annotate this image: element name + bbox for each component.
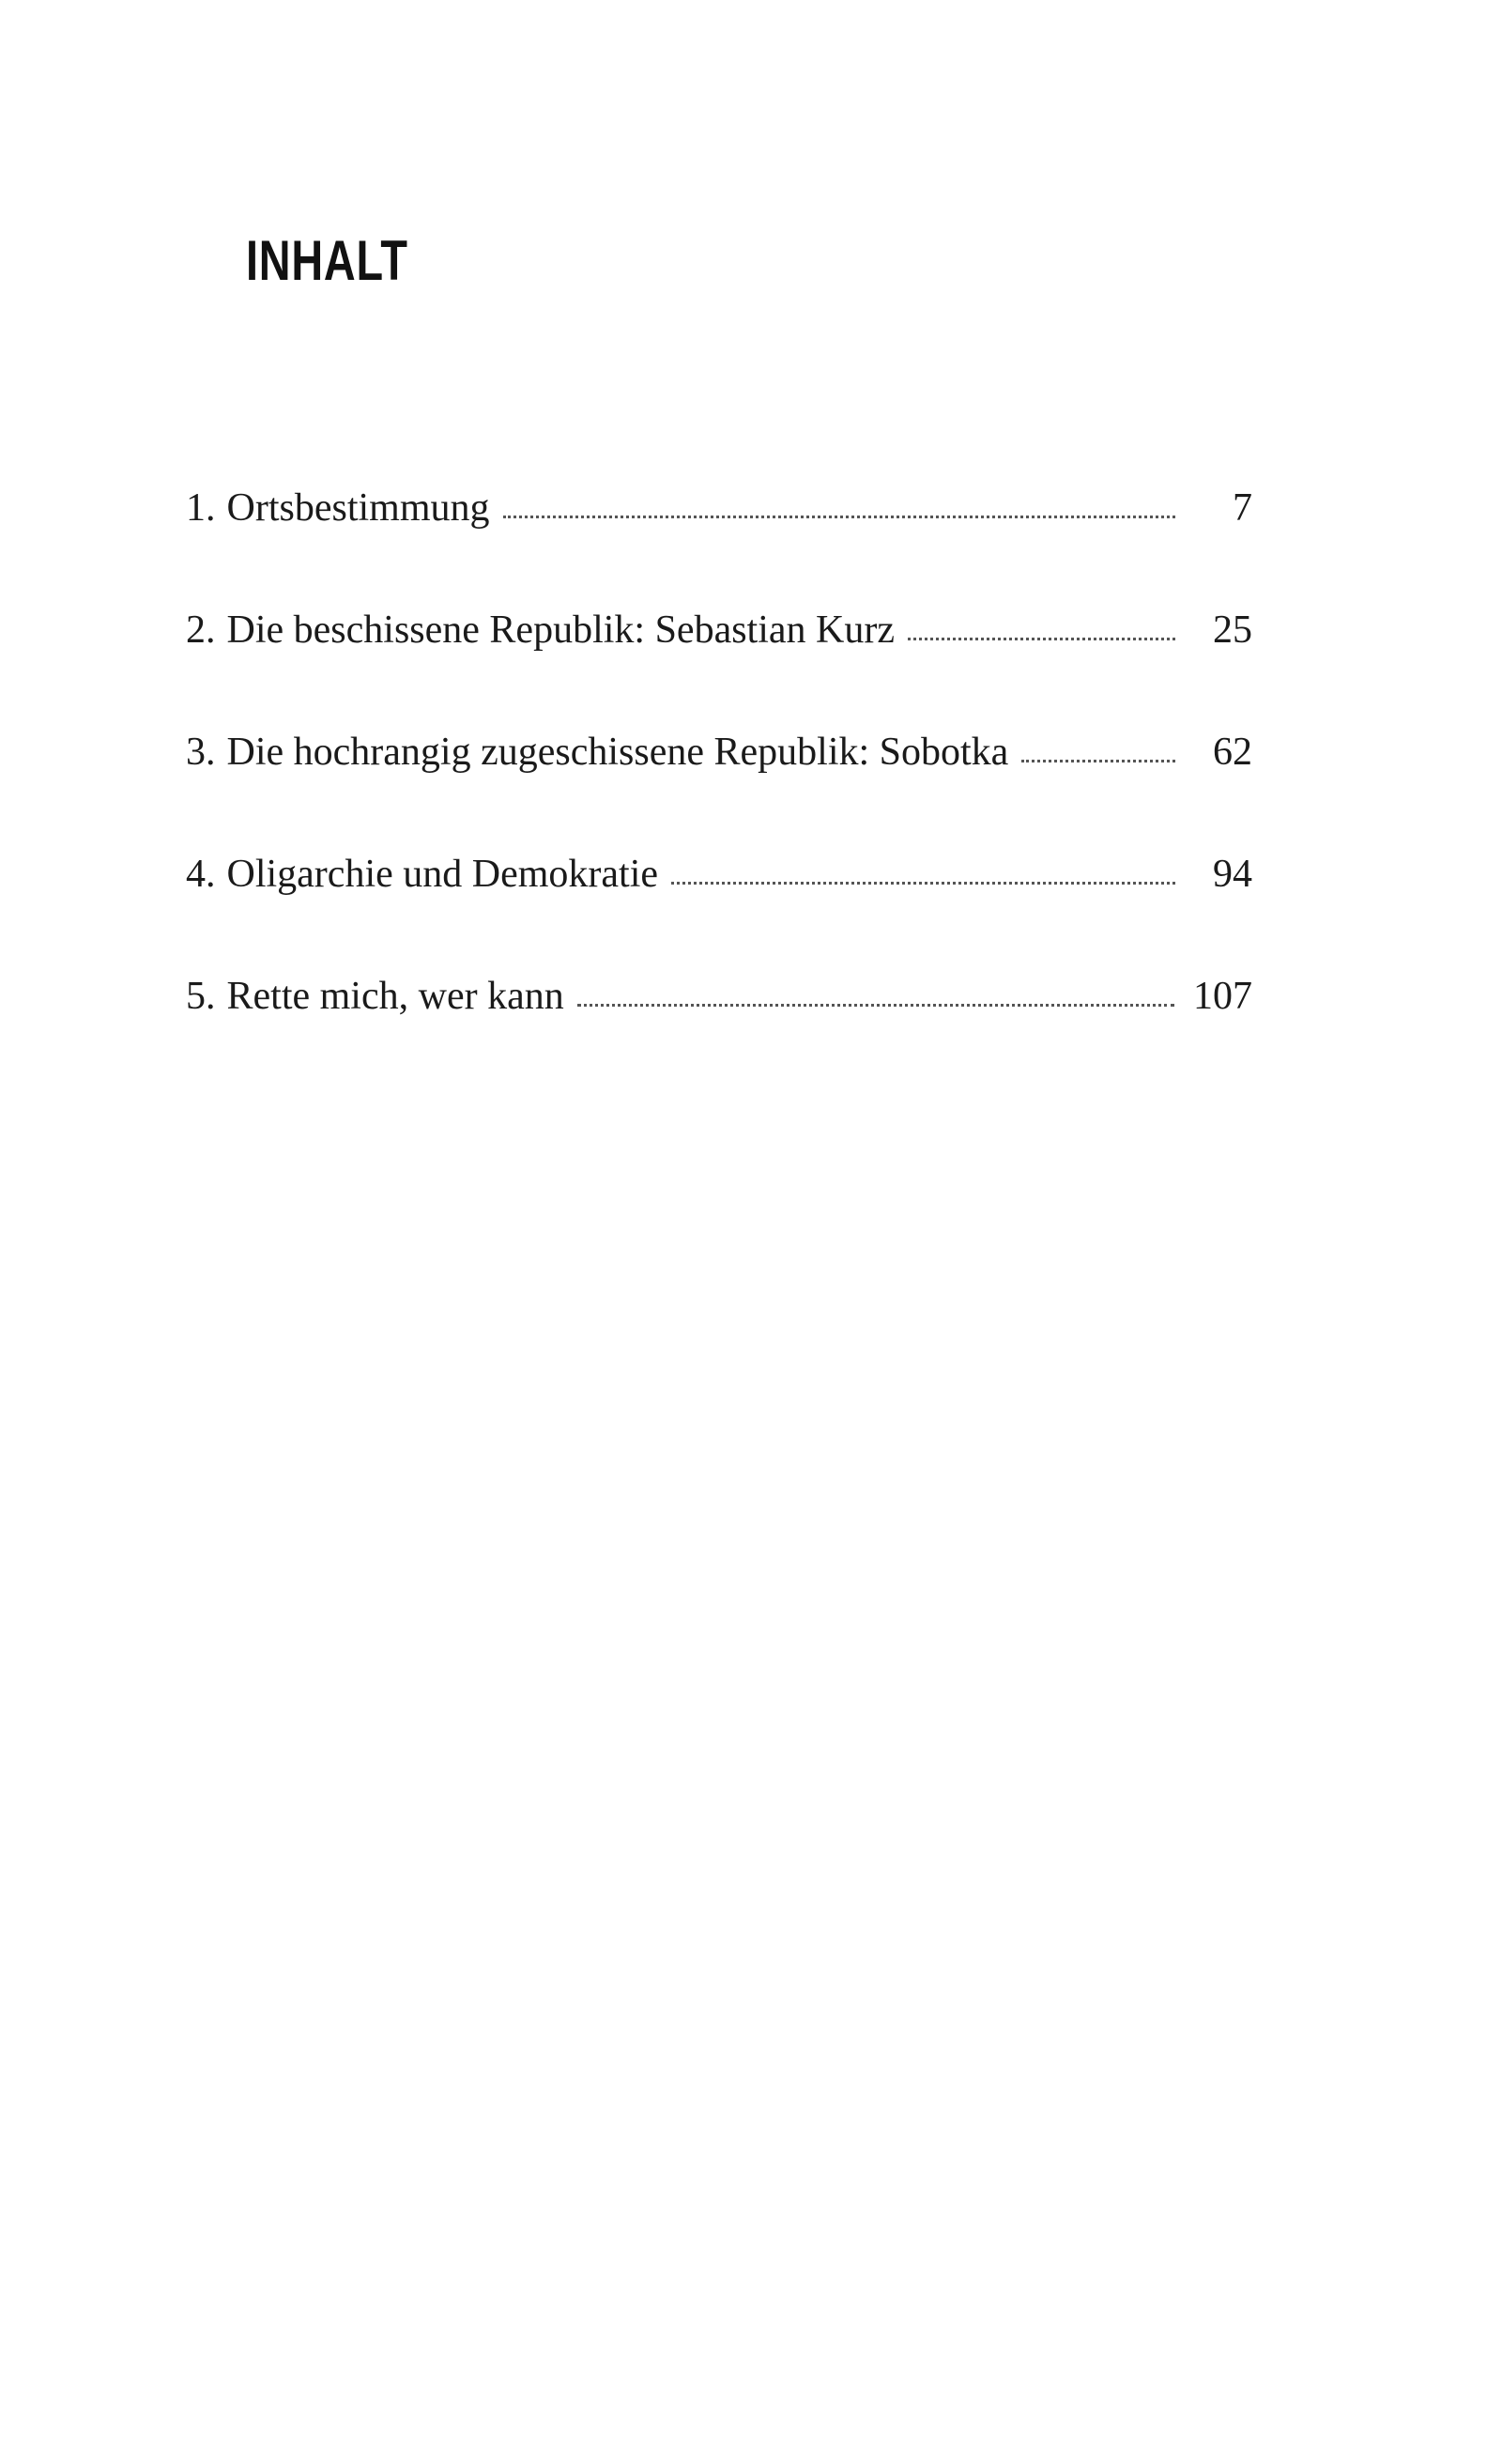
chapter-number: 3.: [186, 731, 216, 774]
dot-leader: [1021, 760, 1175, 762]
chapter-title: Ortsbestimmung: [226, 486, 490, 530]
page-number: 94: [1213, 853, 1252, 896]
dot-leader: [503, 516, 1176, 518]
page-number: 62: [1213, 731, 1252, 774]
page-number: 7: [1233, 486, 1252, 530]
table-of-contents: [186, 488, 1252, 1099]
dot-leader: [577, 1004, 1174, 1007]
dot-leader: [671, 882, 1175, 885]
toc-entry[interactable]: [186, 855, 1252, 977]
toc-entry[interactable]: [186, 610, 1252, 732]
chapter-number: 4.: [186, 853, 216, 896]
chapter-number: 5.: [186, 975, 216, 1018]
page-number: 25: [1213, 608, 1252, 652]
chapter-title: Oligarchie und Demokratie: [226, 853, 658, 896]
dot-leader: [908, 638, 1175, 640]
chapter-title: Die beschissene Republik: Sebastian Kurz: [226, 608, 895, 652]
toc-entry[interactable]: [186, 732, 1252, 855]
chapter-title: Die hochrangig zugeschissene Republik: Sobotka: [226, 731, 1009, 774]
toc-entry[interactable]: [186, 977, 1252, 1099]
chapter-title: Rette mich, wer kann: [226, 975, 564, 1018]
toc-entry[interactable]: [186, 488, 1252, 610]
chapter-number: 2.: [186, 608, 216, 652]
page-number: 107: [1193, 975, 1252, 1018]
chapter-number: 1.: [186, 486, 216, 530]
page-title: INHALT: [246, 229, 408, 292]
